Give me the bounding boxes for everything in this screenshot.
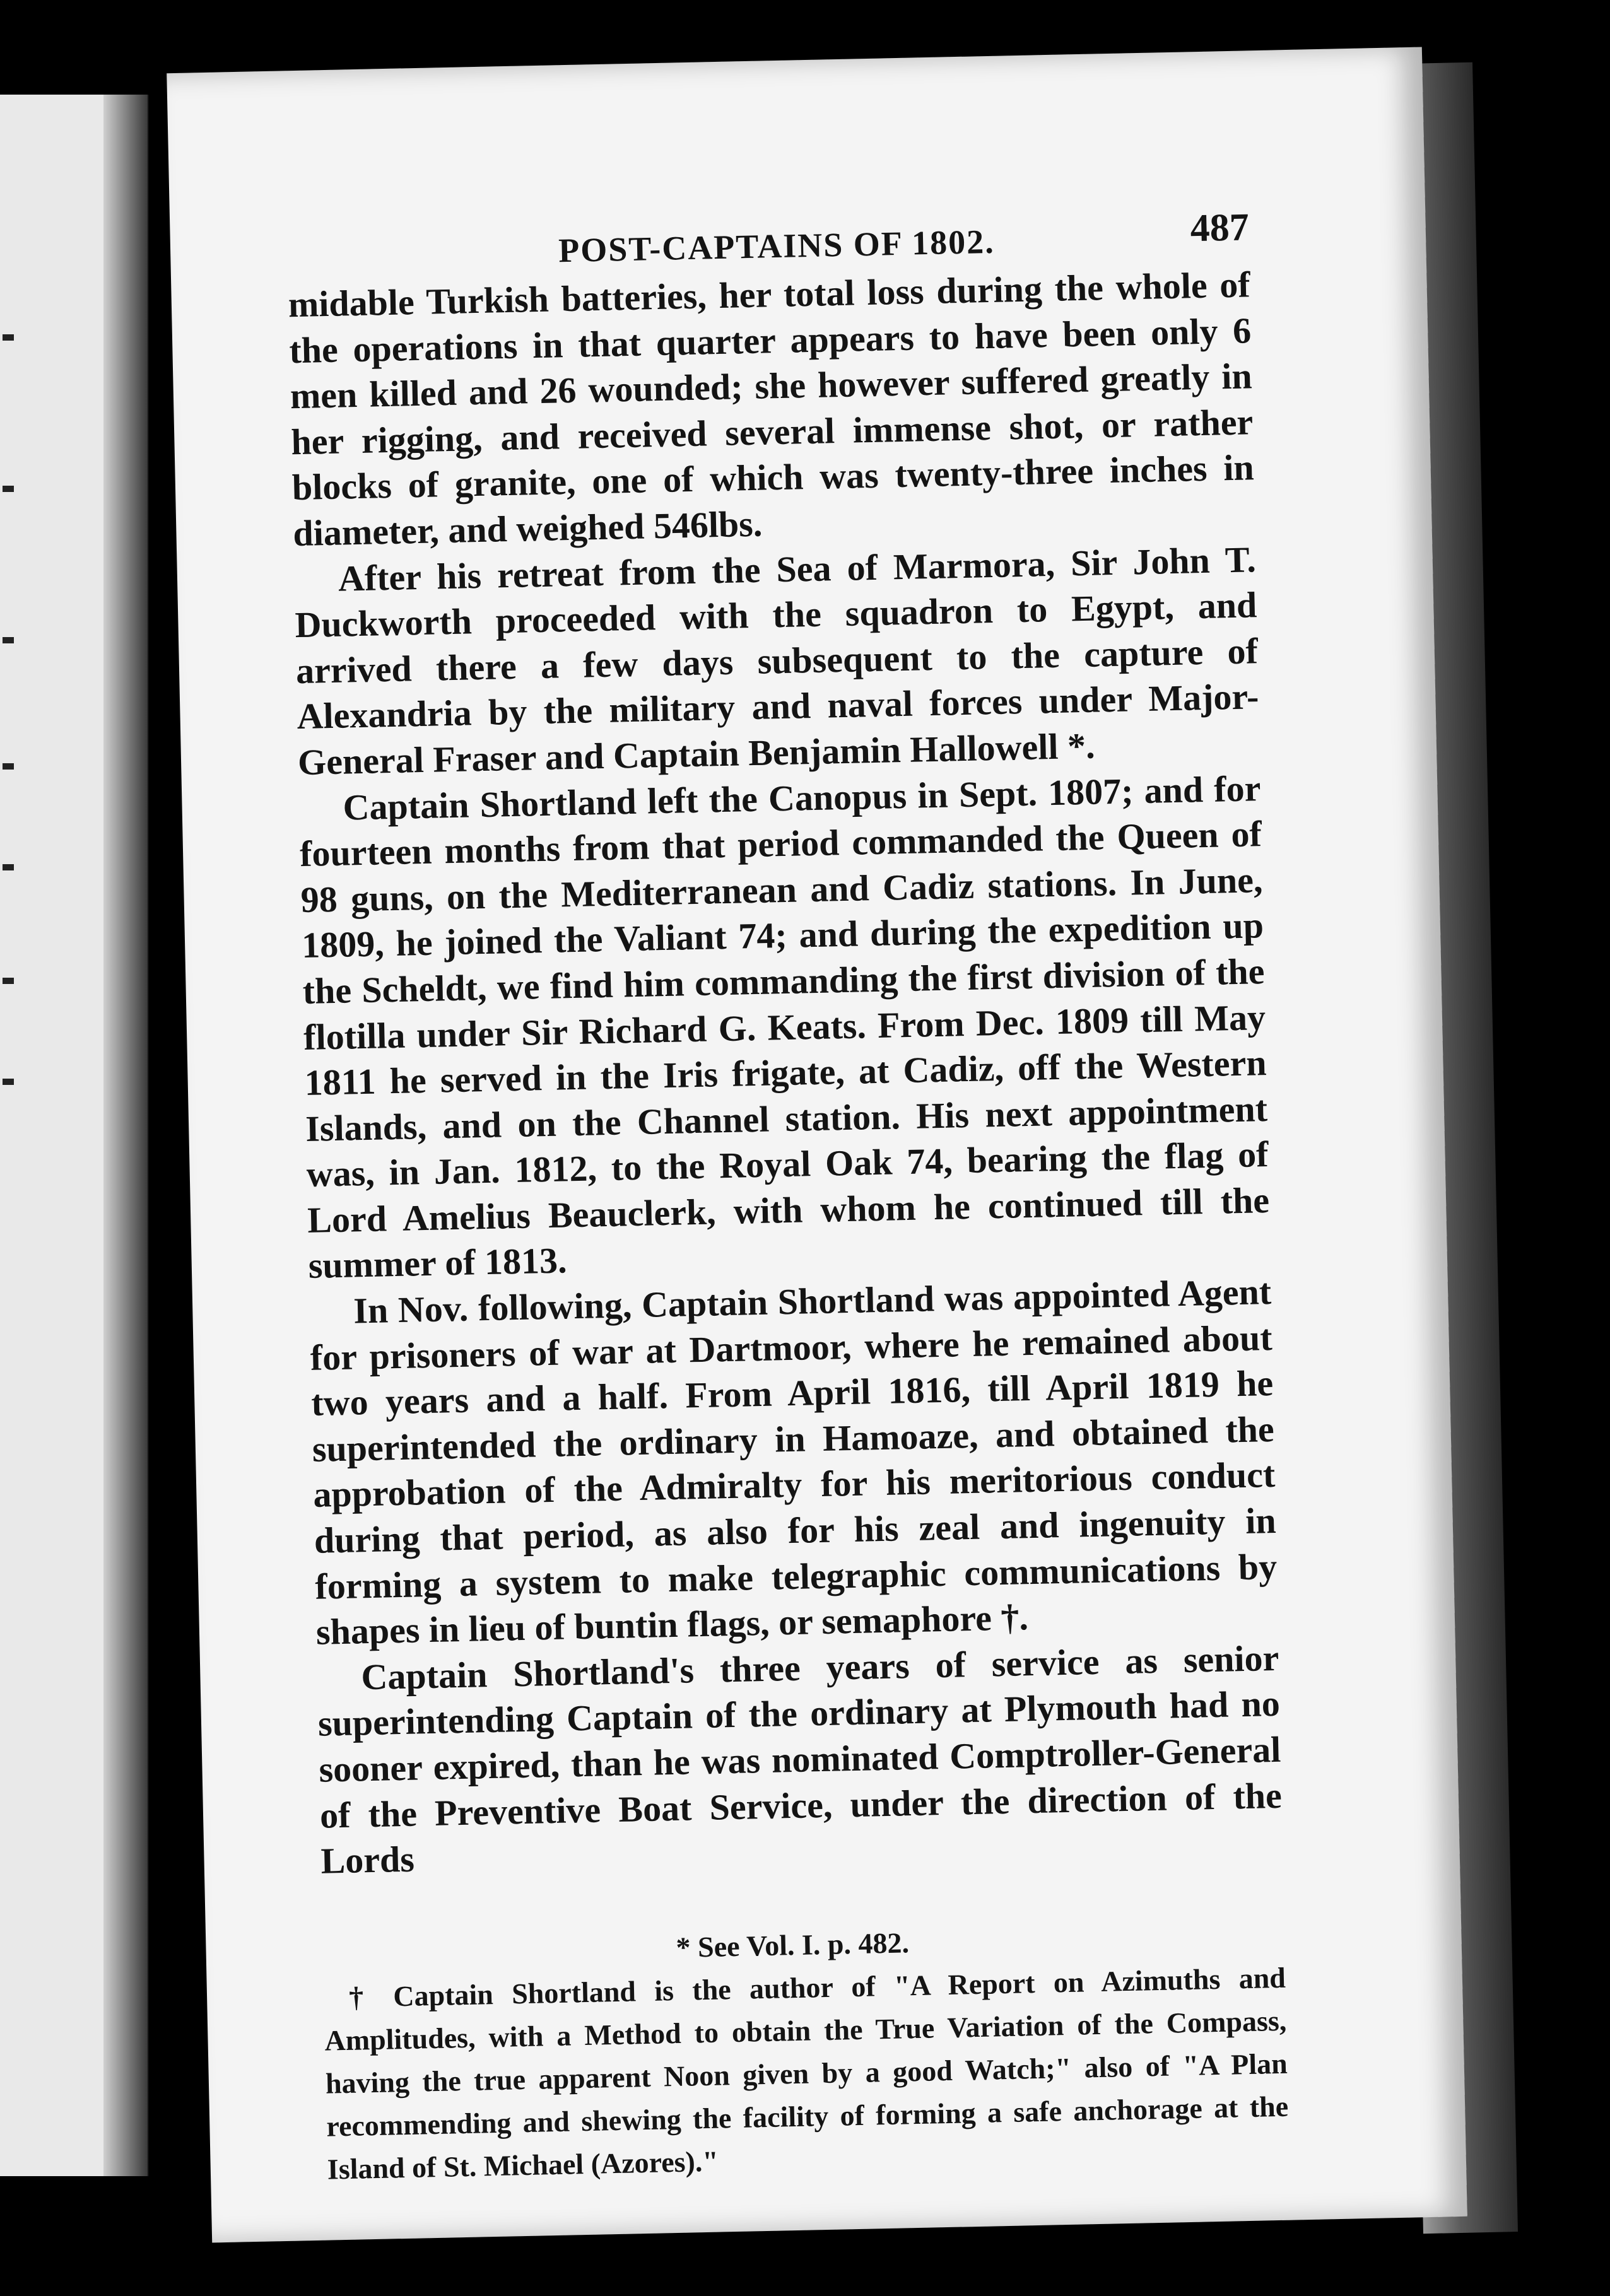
ink-mark	[3, 486, 14, 492]
ink-mark	[3, 637, 14, 643]
paragraph-continuation: midable Turkish batteries, her total loss during the whole of the operations in that quarter appears to have been only 6 men killed and 26 wounded; she however suffered greatly in her rigging, and received several immense shot, or rather blocks of granite, one of which was twenty-three inches in diameter, and weighed 546lbs.	[288, 264, 1255, 554]
ink-mark	[3, 864, 14, 870]
body-text	[288, 262, 1283, 1884]
page-content	[286, 205, 1290, 2191]
ink-mark	[3, 978, 14, 984]
page-number: 487	[1189, 206, 1250, 250]
book-gutter	[103, 95, 148, 2176]
paragraph: Captain Shortland's three years of service as senior superintending Captain of the ordinary at Plymouth had no sooner expired, than he was nominated Comptroller-General of the Preventive Boat Service, under the direction of the Lords	[317, 1637, 1283, 1882]
footnote: † Captain Shortland is the author of "A Report on Azimuths and Amplitudes, with a Method to obtain the True Variation of the Compass, having the true apparent Noon given by a good Watch;" also of "A Plan recommending and shewing the facility of forming a safe anchorage at the Island of St. Michael (Azores)."	[324, 1961, 1289, 2186]
facing-page-edge	[0, 95, 149, 2176]
ink-mark	[3, 763, 14, 770]
ink-mark	[3, 334, 14, 341]
footnotes	[322, 1914, 1290, 2191]
paragraph: Captain Shortland left the Canopus in Sept. 1807; and for fourteen months from that period commanded the Queen of 98 guns, on the Mediterranean and Cadiz stations. In June, 1809, he joined the Valiant 74; and during the expedition up the Scheldt, we find him commanding the first division of the flotilla under Sir Richard G. Keats. From Dec. 1809 till May 1811 he served in the Iris frigate, at Cadiz, off the Western Islands, and on the Channel station. His next appointment was, in Jan. 1812, to the Royal Oak 74, bearing the flag of Lord Amelius Beauclerk, with whom he continued till the summer of 1813.	[299, 767, 1270, 1287]
paragraph: After his retreat from the Sea of Marmora, Sir John T. Duckworth proceeded with the squadron to Egypt, and arrived there a few days subsequent to the capture of Alexandria by the military and naval forces under Major-General Fraser and Captain Benjamin Hallowell *.	[294, 538, 1259, 783]
book-page	[167, 47, 1467, 2243]
ink-mark	[3, 1079, 14, 1085]
running-title: POST-CAPTAINS OF 1802.	[558, 222, 996, 270]
paragraph: In Nov. following, Captain Shortland was appointed Agent for prisoners of war at Dartmoor, where he remained about two years and a half. From April 1816, till April 1819 he superintended the ordinary in Hamoaze, and obtained the approbation of the Admiralty for his meritorious conduct during that period, as also for his zeal and ingenuity in forming a system to make telegraphic communications by shapes in lieu of buntin flags, or semaphore †.	[310, 1271, 1278, 1653]
footnote: * See Vol. I. p. 482.	[676, 1926, 910, 1964]
